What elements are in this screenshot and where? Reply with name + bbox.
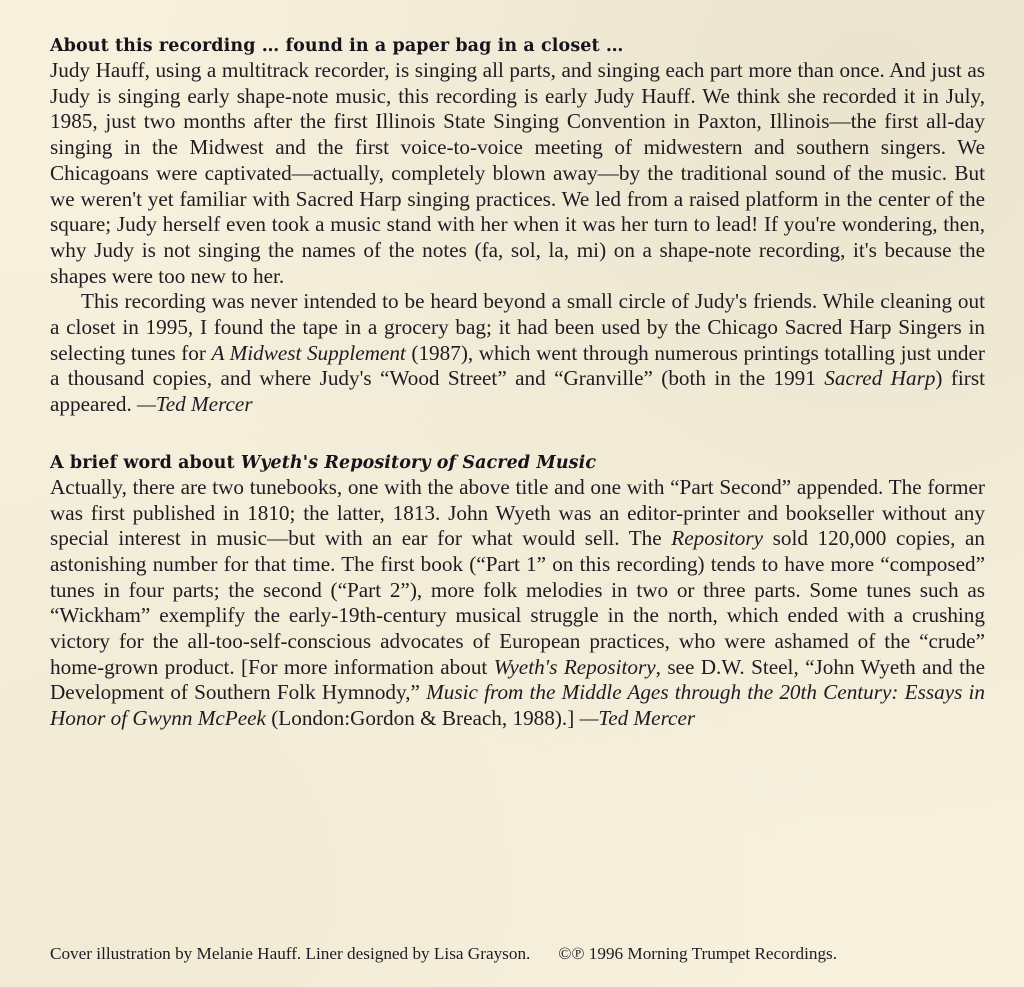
book-title: A Midwest Supplement <box>211 340 406 365</box>
section-heading: About this recording … found in a paper bag in a closet … <box>50 36 624 56</box>
copyright-notice: ©℗ 1996 Morning Trumpet Recordings. <box>558 944 838 963</box>
liner-notes-body <box>50 34 985 732</box>
text-run: , see D.W. Steel, “John Wyeth and the Development of Southern Folk Hymnody,” <box>50 654 985 705</box>
text-run: (1987), which went through numerous printings totalling just under a thousand copies, and where Judy's “Wood Street” and “Granville” (both in the 1991 <box>50 340 985 391</box>
text-run: This recording was never intended to be heard beyond a small circle of Judy's friends. While cleaning out a closet in 1995, I found the tape in a grocery bag; it had been used by the Chicago Sacred Harp Singers in selecting tunes for <box>50 289 985 365</box>
credits-line <box>50 943 980 965</box>
text-run: (London:Gordon & Breach, 1988).] <box>265 706 580 731</box>
heading-text: A brief word about <box>50 452 241 473</box>
section-wyeths-repository <box>50 451 985 732</box>
text-run: ) first appeared. <box>50 366 985 417</box>
paragraph-tape-discovery <box>50 289 985 418</box>
book-title: Music from the Middle Ages through the 20th Century: Essays in Honor of Gwynn McPeek <box>50 680 985 731</box>
paragraph-recording-history: Judy Hauff, using a multitrack recorder, is singing all parts, and singing each part more than once. And just as Judy is singing early shape-note music, this recording is early Judy Hauff. We think she recorded it in July, 1985, just two months after the first Illinois State Singing Convention in Paxton, Illinois—the first all-day singing in the Midwest and the first voice-to-voice meeting of midwestern and southern singers. We Chicagoans were captivated—actually, completely blown away—by the traditional sound of the music. But we weren't yet familiar with Sacred Harp singing practices. We led from a raised platform in the center of the square; Judy herself even took a music stand with her when it was her turn to lead! If you're wondering, then, why Judy is not singing the names of the notes (fa, sol, la, mi) on a shape-note recording, it's because the shapes were too new to her. <box>50 58 985 288</box>
section-heading <box>50 451 985 475</box>
author-signature: —Ted Mercer <box>137 392 253 417</box>
paragraph-tunebooks <box>50 475 985 732</box>
author-signature: —Ted Mercer <box>579 706 696 731</box>
section-about-recording <box>50 34 985 418</box>
book-title: Repository <box>671 526 764 551</box>
book-title: Wyeth's Repository <box>493 654 656 679</box>
design-credits: Cover illustration by Melanie Hauff. Liner designed by Lisa Grayson. <box>50 944 531 963</box>
text-run: sold 120,000 copies, an astonishing number for that time. The first book (“Part 1” on this recording) tends to have more “composed” tunes in four parts; the second (“Part 2”), more folk melodies in two or three parts. Some tunes such as “Wickham” exemplify the early-19th-century musical struggle in the north, which ended with a crushing victory for the all-too-self-conscious advocates of European practices, who were ashamed of the “crude” home-grown product. [For more information about <box>50 526 985 679</box>
book-title: Sacred Harp <box>824 366 936 391</box>
heading-book-title: Wyeth's Repository of Sacred Music <box>240 452 597 473</box>
text-run: Actually, there are two tunebooks, one with the above title and one with “Part Second” appended. The former was first published in 1810; the latter, 1813. John Wyeth was an editor-printer and bookseller without any special interest in music—but with an ear for what would sell. The <box>50 474 985 551</box>
